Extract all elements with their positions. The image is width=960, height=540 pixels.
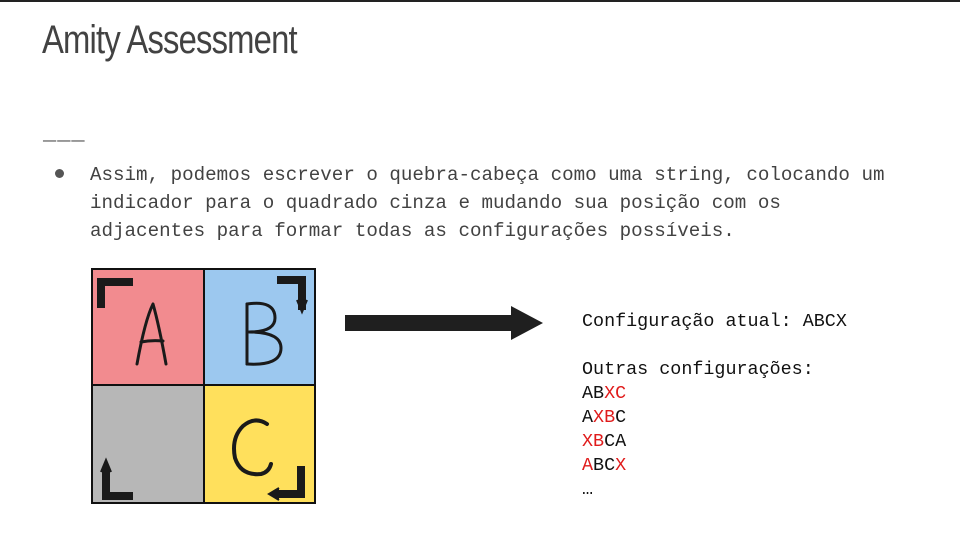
handwritten-c-icon bbox=[205, 386, 314, 502]
config-text: BC bbox=[593, 455, 616, 476]
puzzle-grid bbox=[91, 268, 316, 504]
config-item bbox=[582, 454, 847, 478]
puzzle-cell-b bbox=[205, 270, 314, 386]
config-item bbox=[582, 430, 847, 454]
puzzle-cell-c bbox=[205, 386, 314, 502]
title-divider: ___ bbox=[43, 121, 86, 146]
bullet-line: adjacentes para formar todas as configurações possíveis. bbox=[90, 220, 735, 242]
corner-bracket-icon bbox=[93, 386, 205, 502]
current-config: Configuração atual: ABCX bbox=[582, 311, 847, 332]
bullet-paragraph bbox=[90, 161, 940, 245]
slide-title: Amity Assessment bbox=[42, 18, 297, 62]
config-highlight: XB bbox=[582, 431, 605, 452]
config-list bbox=[582, 382, 847, 478]
handwritten-b-icon bbox=[205, 270, 314, 386]
config-text: CA bbox=[604, 431, 627, 452]
config-item bbox=[582, 382, 847, 406]
config-highlight: XB bbox=[593, 407, 616, 428]
puzzle-cell-a bbox=[93, 270, 205, 386]
puzzle-cell-empty bbox=[93, 386, 205, 502]
config-item bbox=[582, 406, 847, 430]
config-ellipsis: … bbox=[582, 479, 594, 500]
bullet-line: indicador para o quadrado cinza e mudando sua posição com os bbox=[90, 192, 781, 214]
other-configs-label: Outras configurações: bbox=[582, 359, 814, 380]
bullet-line: Assim, podemos escrever o quebra-cabeça como uma string, colocando um bbox=[90, 164, 885, 186]
config-highlight: A bbox=[582, 455, 594, 476]
bullet-dot-icon bbox=[55, 169, 64, 178]
configurations-panel bbox=[582, 310, 847, 502]
config-text: C bbox=[615, 407, 627, 428]
right-arrow-icon bbox=[345, 306, 545, 340]
handwritten-a-icon bbox=[93, 270, 205, 386]
config-text: A bbox=[582, 407, 594, 428]
config-highlight: XC bbox=[604, 383, 627, 404]
config-highlight: X bbox=[615, 455, 627, 476]
config-text: AB bbox=[582, 383, 605, 404]
top-rule bbox=[0, 0, 960, 2]
